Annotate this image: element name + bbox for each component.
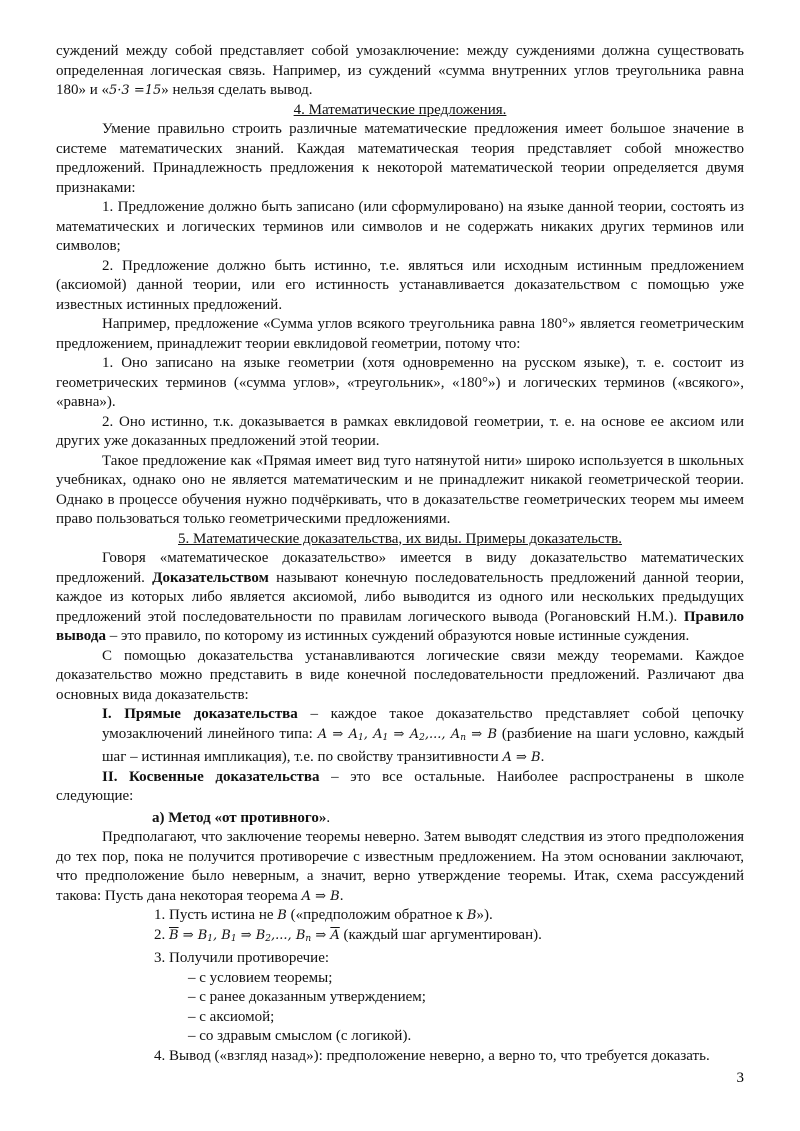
sec4-paragraph-1: Умение правильно строить различные математические предложения имеет большое значение в системе математических знаний. Каждая математическая теория представляет собой множество предложений. Принадлежность предложения к некоторой математической теории определяется двумя признаками: — [56, 121, 744, 196]
contradiction-item: – с ранее доказанным утверждением; — [188, 989, 426, 1005]
sec4-example: Например, предложение «Сумма углов всякого треугольника равна 180°» является геометрическим предложением, принадлежит теории евклидовой геометрии, потому что: — [56, 316, 744, 352]
sec4-criterion-1: 1. Предложение должно быть записано (или сформулировано) на языке данной теории, состоять из математических и логических терминов или символов и не содержать никаких других терминов или символов; — [56, 199, 744, 254]
direct-proofs-c: . — [540, 749, 545, 765]
direct-proofs — [56, 705, 744, 768]
method-paragraph-text: Предполагают, что заключение теоремы неверно. Затем выводят следствия из этого предположения до тех пор, пока не получится противоречие с известным предложением. На этом основании заключают, что предположение было неверным, а значит, верно утверждение теоремы. Итак, схема рассуждений такова: Пусть дана некоторая теорема — [56, 829, 744, 904]
direct-proofs-b: (разбиение на шаги условно, каждый шаг – истинная импликация), т.е. по свойству транзитивности — [102, 725, 744, 765]
step-1-b-symbol: B — [277, 908, 287, 923]
indirect-proofs-a: – это все остальные. Наиболее распространены в школе следующие: — [56, 768, 745, 804]
step-2 — [56, 926, 744, 950]
direct-proofs-a: – каждое такое доказательство представляет собой цепочку умозаключений линейного типа: — [102, 706, 744, 742]
direct-proofs-title: I. Прямые доказательства — [102, 706, 298, 722]
sec5-p1-a: Говоря «математическое доказательство» имеется в виду доказательство математических предложений. — [56, 550, 744, 586]
intro-text: суждений между собой представляет собой умозаключение: между суждениями должна существовать определенная логическая связь. Например, из суждений «сумма внутренних углов треугольника равна 180» и « — [56, 43, 744, 98]
section-4-heading — [56, 101, 744, 121]
page-content — [56, 42, 744, 1066]
step-2-end: (каждый шаг аргументирован). — [339, 926, 542, 943]
section-5-heading-text: 5. Математические доказательства, их виды. Примеры доказательств. — [178, 530, 622, 547]
step-1-b-symbol-2: B — [466, 908, 477, 923]
sec4-criterion-2: 2. Предложение должно быть истинно, т.е. являться или исходным истинным предложением (аксиомой) данной теории, или его истинность устанавливается доказательством с помощью уже известных истинных предложений. — [56, 257, 744, 313]
contradiction-item: – с условием теоремы; — [188, 969, 333, 986]
intro-paragraph — [56, 42, 744, 101]
step-1-b: («предположим обратное к — [286, 907, 467, 923]
method-paragraph-end: . — [339, 887, 344, 904]
sec5-p1-c: – это правило, по которому из истинных суждений образуются новые истинные суждения. — [105, 628, 690, 644]
contradiction-item: – со здравым смыслом (с логикой). — [188, 1028, 412, 1044]
step-1-c: »). — [476, 907, 493, 923]
sec5-paragraph-2: С помощью доказательства устанавливаются логические связи между теоремами. Каждое доказательство можно представить в виде конечной последовательности предложений. Различают два основных вида доказательств: — [56, 647, 744, 703]
step-2-num: 2. — [154, 926, 169, 943]
contradiction-item: – с аксиомой; — [188, 1008, 275, 1025]
sec5-p1-b: называют конечную последовательность предложений данной теории, каждое из которых либо является аксиомой, либо выводится из одного или нескольких предыдущих предложений этой последовательности по правилам логического вывода (Рогановский Н.М.). — [56, 569, 745, 625]
implication-chain: A ⇒ $A_1$, $A_1$ ⇒ $A_2$,..., $A_n$ ⇒ B — [317, 726, 497, 743]
method-heading-dot: . — [326, 809, 331, 826]
sec4-example-point-2: 2. Оно истинно, т.к. доказывается в рамках евклидовой геометрии, т. е. на основе ее аксиом или других уже доказанных предложений этой теории. — [56, 413, 744, 449]
indirect-proofs — [56, 768, 744, 807]
step-4: 4. Вывод («взгляд назад»): предположение неверно, а верно то, что требуется доказать. — [154, 1047, 710, 1064]
contradiction-chain: $\overline{B}$ ⇒ $B_1$, $B_1$ ⇒ $B_2$,..., $B_n$ ⇒ $\overline{A}$ — [169, 927, 340, 944]
intro-math: 5·3 =15 — [109, 83, 162, 98]
section-5-heading — [56, 530, 744, 550]
page-number: 3 — [736, 1070, 744, 1086]
step-1 — [56, 906, 744, 926]
indirect-proofs-title: . Косвенные доказательства — [113, 768, 320, 785]
intro-end: » нельзя сделать вывод. — [161, 82, 313, 98]
sec5-paragraph-1 — [56, 549, 744, 647]
method-heading — [56, 809, 744, 829]
term-inference-rule: Правило вывода — [56, 608, 744, 644]
theorem-implication: A ⇒ B — [301, 888, 340, 904]
section-4-heading-text: 4. Математические предложения. — [293, 101, 507, 118]
step-3: 3. Получили противоречие: — [154, 950, 330, 966]
implication-a-b: A ⇒ B — [502, 750, 541, 765]
term-proof: Доказательством — [152, 569, 269, 586]
sec4-counterexample: Такое предложение как «Прямая имеет вид туго натянутой нити» широко используется в школьных учебниках, однако оно не является математическим и не принадлежит никакой геометрической теории. Однако в процессе обучения нужно подчёркивать, что в доказательстве геометрических теорем мы имеем право пользоваться только геометрическими предложениями. — [56, 452, 744, 527]
indirect-proofs-num: II — [102, 768, 114, 785]
sec4-example-point-1: 1. Оно записано на языке геометрии (хотя одновременно на русском языке), т. е. состоит из геометрических терминов («сумма углов», «треугольник», «180°») и логических терминов («всякого», «равна»). — [56, 355, 744, 410]
method-heading-text: а) Метод «от противного» — [152, 809, 327, 826]
step-1-a: 1. Пусть истина не — [154, 907, 278, 923]
method-paragraph — [56, 828, 744, 906]
